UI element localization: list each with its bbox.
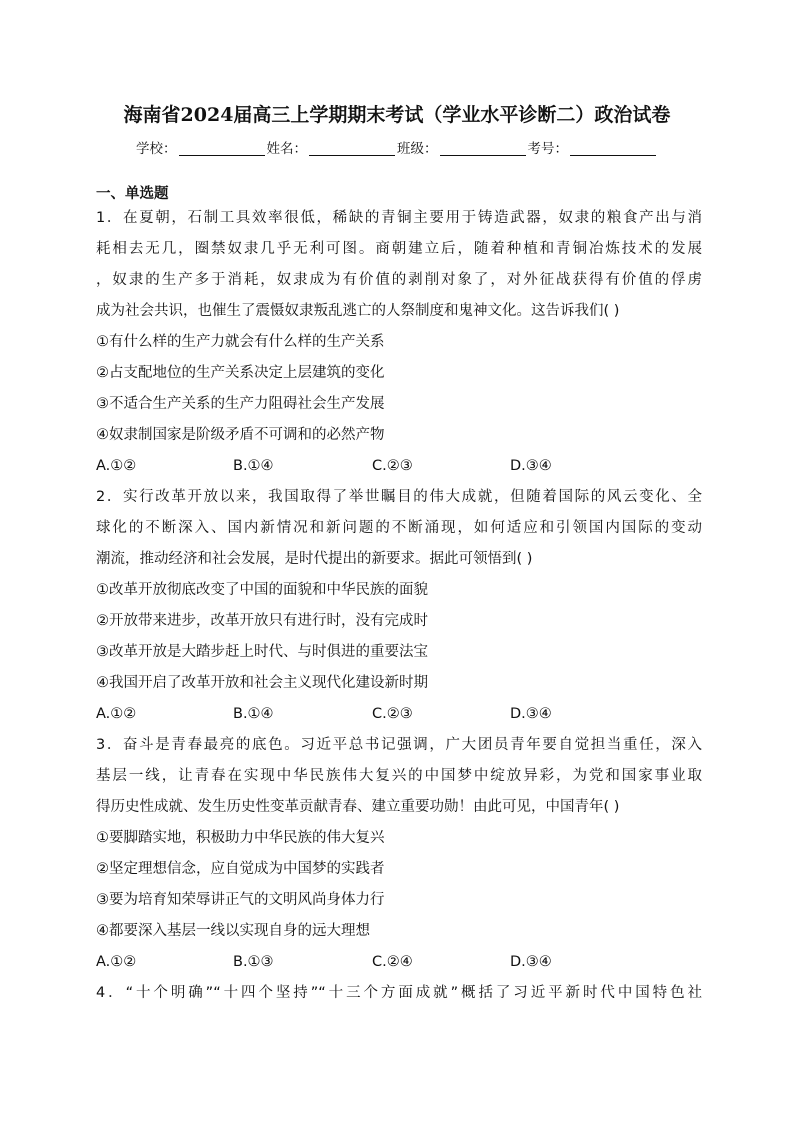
question-stem-line: 潮流，推动经济和社会发展，是时代提出的新要求。据此可领悟到( ) [96, 551, 533, 567]
question-stem-line: 球化的不断深入、国内新情况和新问题的不断涌现，如何适应和引领国内国际的变动 [96, 520, 702, 536]
statement-item: ①改革开放彻底改变了中国的面貌和中华民族的面貌 [96, 582, 428, 598]
answer-options [96, 451, 702, 482]
statement-item: ③不适合生产关系的生产力阻碍社会生产发展 [96, 396, 385, 412]
statement-item: ②占支配地位的生产关系决定上层建筑的变化 [96, 365, 385, 381]
student-info-row [0, 137, 794, 157]
school-label: 学校： [136, 141, 177, 157]
statement-item: ①有什么样的生产力就会有什么样的生产关系 [96, 334, 385, 350]
option-a[interactable]: A.①② [96, 706, 137, 722]
option-c[interactable]: C.②③ [372, 458, 413, 474]
option-c[interactable]: C.②④ [372, 954, 413, 970]
option-a[interactable]: A.①② [96, 954, 137, 970]
option-d[interactable]: D.③④ [510, 954, 552, 970]
exam-number-blank[interactable] [570, 141, 656, 156]
statement-item: ②开放带来进步，改革开放只有进行时，没有完成时 [96, 613, 428, 629]
option-b[interactable]: B.①④ [233, 706, 274, 722]
name-blank[interactable] [309, 141, 395, 156]
statement-item: ②坚定理想信念，应自觉成为中国梦的实践者 [96, 861, 385, 877]
question-1 [96, 203, 702, 482]
question-list [96, 203, 702, 1009]
question-4 [96, 978, 702, 1009]
section-heading: 一、单选题 [96, 186, 169, 202]
exam-number-label: 考号： [527, 141, 568, 157]
statement-item: ④奴隶制国家是阶级矛盾不可调和的必然产物 [96, 427, 385, 443]
statement-item: ③改革开放是大踏步赶上时代、与时俱进的重要法宝 [96, 644, 428, 660]
option-d[interactable]: D.③④ [510, 706, 552, 722]
answer-options [96, 947, 702, 978]
question-stem-line: 成为社会共识，也催生了震慑奴隶叛乱逃亡的人祭制度和鬼神文化。这告诉我们( ) [96, 303, 620, 319]
class-blank[interactable] [440, 141, 526, 156]
question-stem-line: 2．实行改革开放以来，我国取得了举世瞩目的伟大成就，但随着国际的风云变化、全 [96, 489, 702, 505]
question-stem-line: 1．在夏朝，石制工具效率很低，稀缺的青铜主要用于铸造武器，奴隶的粮食产出与消 [96, 210, 702, 226]
question-stem-line: 得历史性成就、发生历史性变革贡献青春、建立重要功勋！由此可见，中国青年( ) [96, 799, 620, 815]
option-c[interactable]: C.②③ [372, 706, 413, 722]
answer-options [96, 699, 702, 730]
name-label: 姓名： [266, 141, 307, 157]
statement-item: ④我国开启了改革开放和社会主义现代化建设新时期 [96, 675, 428, 691]
question-stem-line: 4．“十个明确”“十四个坚持”“十三个方面成就”概括了习近平新时代中国特色社 [96, 985, 702, 1001]
statement-item: ①要脚踏实地，积极助力中华民族的伟大复兴 [96, 830, 385, 846]
option-b[interactable]: B.①④ [233, 458, 274, 474]
question-stem-line: ，奴隶的生产多于消耗，奴隶成为有价值的剥削对象了，对外征战获得有价值的俘虏 [96, 272, 702, 288]
question-2 [96, 482, 702, 730]
option-a[interactable]: A.①② [96, 458, 137, 474]
question-3 [96, 730, 702, 978]
option-d[interactable]: D.③④ [510, 458, 552, 474]
question-stem-line: 耗相去无几，圈禁奴隶几乎无利可图。商朝建立后，随着种植和青铜冶炼技术的发展 [96, 241, 702, 257]
exam-title: 海南省2024届高三上学期期末考试（学业水平诊断二）政治试卷 [123, 104, 671, 126]
question-stem-line: 3．奋斗是青春最亮的底色。习近平总书记强调，广大团员青年要自觉担当重任，深入 [96, 737, 702, 753]
statement-item: ④都要深入基层一线以实现自身的远大理想 [96, 923, 370, 939]
school-blank[interactable] [179, 141, 265, 156]
option-b[interactable]: B.①③ [233, 954, 274, 970]
class-label: 班级： [397, 141, 438, 157]
question-stem-line: 基层一线，让青春在实现中华民族伟大复兴的中国梦中绽放异彩，为党和国家事业取 [96, 768, 702, 784]
statement-item: ③要为培育知荣辱讲正气的文明风尚身体力行 [96, 892, 385, 908]
